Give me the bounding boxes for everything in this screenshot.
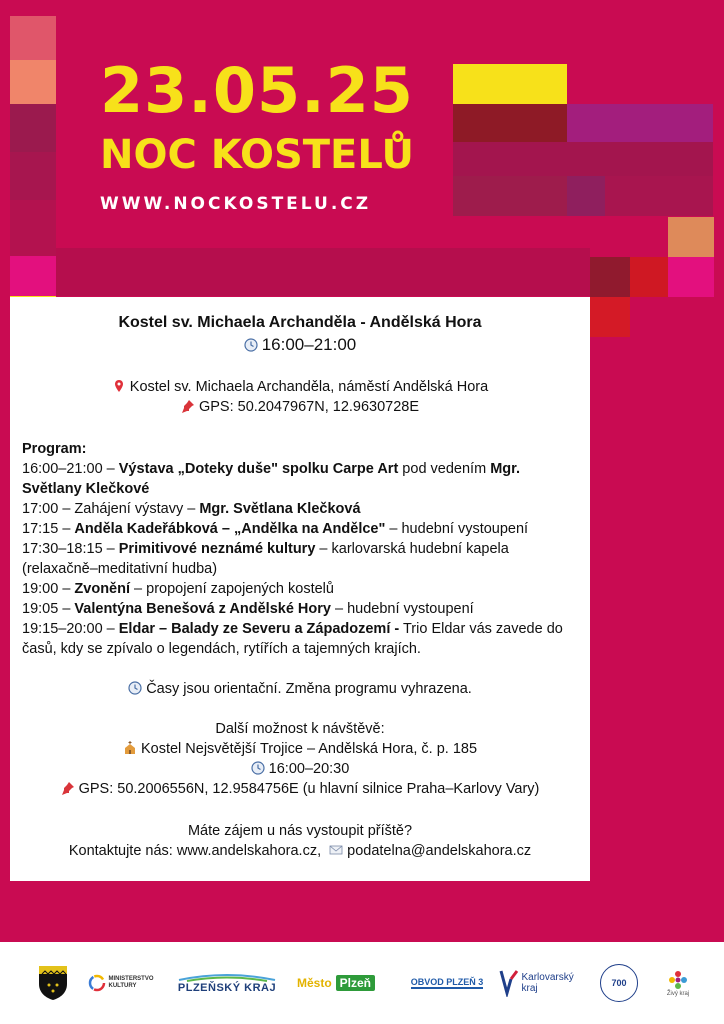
gps-text: GPS: 50.2047967N, 12.9630728E xyxy=(198,399,420,415)
program-time: 17:30–18:15 – xyxy=(22,541,119,557)
program-title: Zvonění xyxy=(74,581,131,597)
program-title: Výstava „Doteky duše" spolku Carpe Art xyxy=(118,461,399,477)
program-time: 19:00 – xyxy=(22,581,75,597)
plzensky-kraj-logo: PLZEŇSKÝ KRAJ xyxy=(174,960,280,1006)
program-time: 16:00–21:00 – xyxy=(22,461,119,477)
program-item xyxy=(22,499,582,519)
clock-icon xyxy=(128,681,142,695)
footer-logos xyxy=(0,942,724,1024)
contact-question: Máte zájem u nás vystoupit příště? xyxy=(187,823,413,839)
program-title-2: Mgr. Světlany Klečkové xyxy=(22,461,520,497)
program-card xyxy=(10,297,590,881)
location-text: Kostel sv. Michaela Archanděla, náměstí Andělská Hora xyxy=(129,379,489,395)
program-item xyxy=(22,619,582,659)
time-row xyxy=(10,335,590,355)
program-title: Mgr. Světlana Klečková xyxy=(199,501,361,517)
program-item xyxy=(22,459,582,499)
program-item xyxy=(22,599,582,619)
program-title: Anděla Kadeřábková – „Andělka na Andělce" xyxy=(74,521,386,537)
program-desc: – propojení zapojených kostelů xyxy=(130,581,334,597)
other-gps-row xyxy=(10,779,590,799)
karlovarsky-kraj-logo: Karlovarský kraj xyxy=(496,960,584,1006)
other-time-text: 16:00–20:30 xyxy=(268,761,350,777)
other-gps-text: GPS: 50.2006556N, 12.9584756E (u hlavní silnice Praha–Karlovy Vary) xyxy=(78,781,540,797)
note-text: Časy jsou orientační. Změna programu vyhrazena. xyxy=(146,681,472,697)
other-heading: Další možnost k návštěvě: xyxy=(215,721,385,737)
pushpin-icon xyxy=(61,781,75,795)
time-text: 16:00–21:00 xyxy=(261,335,357,354)
clock-icon xyxy=(244,337,258,351)
coat-of-arms-logo xyxy=(36,960,70,1006)
other-church-text: Kostel Nejsvětější Trojice – Andělská Hora, č. p. 185 xyxy=(140,741,478,757)
envelope-icon xyxy=(329,843,343,857)
mesto-plzen-logo: Město Plzeň xyxy=(286,960,386,1006)
program-list xyxy=(22,439,582,659)
obvod-plzen-logo: OBVOD PLZEŇ 3 xyxy=(410,977,484,987)
event-url[interactable]: WWW.NOCKOSTELU.CZ xyxy=(100,194,372,214)
contact-email[interactable]: podatelna@andelskahora.cz xyxy=(347,843,532,859)
program-heading: Program: xyxy=(22,441,87,457)
program-desc: – karlovarská hudební kapela (relaxačně–meditativní hudba) xyxy=(22,541,509,577)
ministerstvo-kultury-logo: MINISTERSTVO KULTURY xyxy=(86,960,150,1006)
church-title: Kostel sv. Michaela Archanděla - Andělská Hora xyxy=(118,314,482,331)
pin-icon xyxy=(112,379,126,393)
church-icon xyxy=(123,741,137,755)
contact-website[interactable]: Kontaktujte nás: www.andelskahora.cz, xyxy=(68,843,322,859)
program-item xyxy=(22,579,582,599)
contact-row xyxy=(10,841,590,861)
program-title: Valentýna Benešová z Andělské Hory xyxy=(74,601,331,617)
other-church-row xyxy=(10,739,590,759)
program-title: Primitivové neznámé kultury xyxy=(118,541,316,557)
program-item xyxy=(22,539,582,579)
program-time: 17:15 – xyxy=(22,521,75,537)
program-desc: Trio Eldar vás zavede do časů, kdy se zpívalo o legendách, rytířích a tajemných krajích. xyxy=(22,621,563,657)
program-time: 17:00 – Zahájení výstavy – xyxy=(22,501,200,517)
program-title: Eldar – Balady ze Severu a Západozemí - xyxy=(118,621,400,637)
program-desc: pod vedením xyxy=(398,461,491,477)
program-time: 19:15–20:00 – xyxy=(22,621,119,637)
other-time-row xyxy=(10,759,590,779)
program-desc: – hudební vystoupení xyxy=(385,521,529,537)
gps-row xyxy=(10,397,590,417)
hero xyxy=(100,56,460,214)
program-item xyxy=(22,519,582,539)
clock-icon xyxy=(251,761,265,775)
event-title: NOC KOSTELŮ xyxy=(100,132,414,178)
event-date: 23.05.25 xyxy=(100,54,414,127)
pushpin-icon xyxy=(181,399,195,413)
location-row xyxy=(10,377,590,397)
program-time: 19:05 – xyxy=(22,601,75,617)
700-let-logo: 700 xyxy=(594,960,644,1006)
program-desc: – hudební vystoupení xyxy=(330,601,474,617)
ziv-kraj-logo: Živý kraj xyxy=(658,960,698,1006)
note-row xyxy=(10,679,590,699)
